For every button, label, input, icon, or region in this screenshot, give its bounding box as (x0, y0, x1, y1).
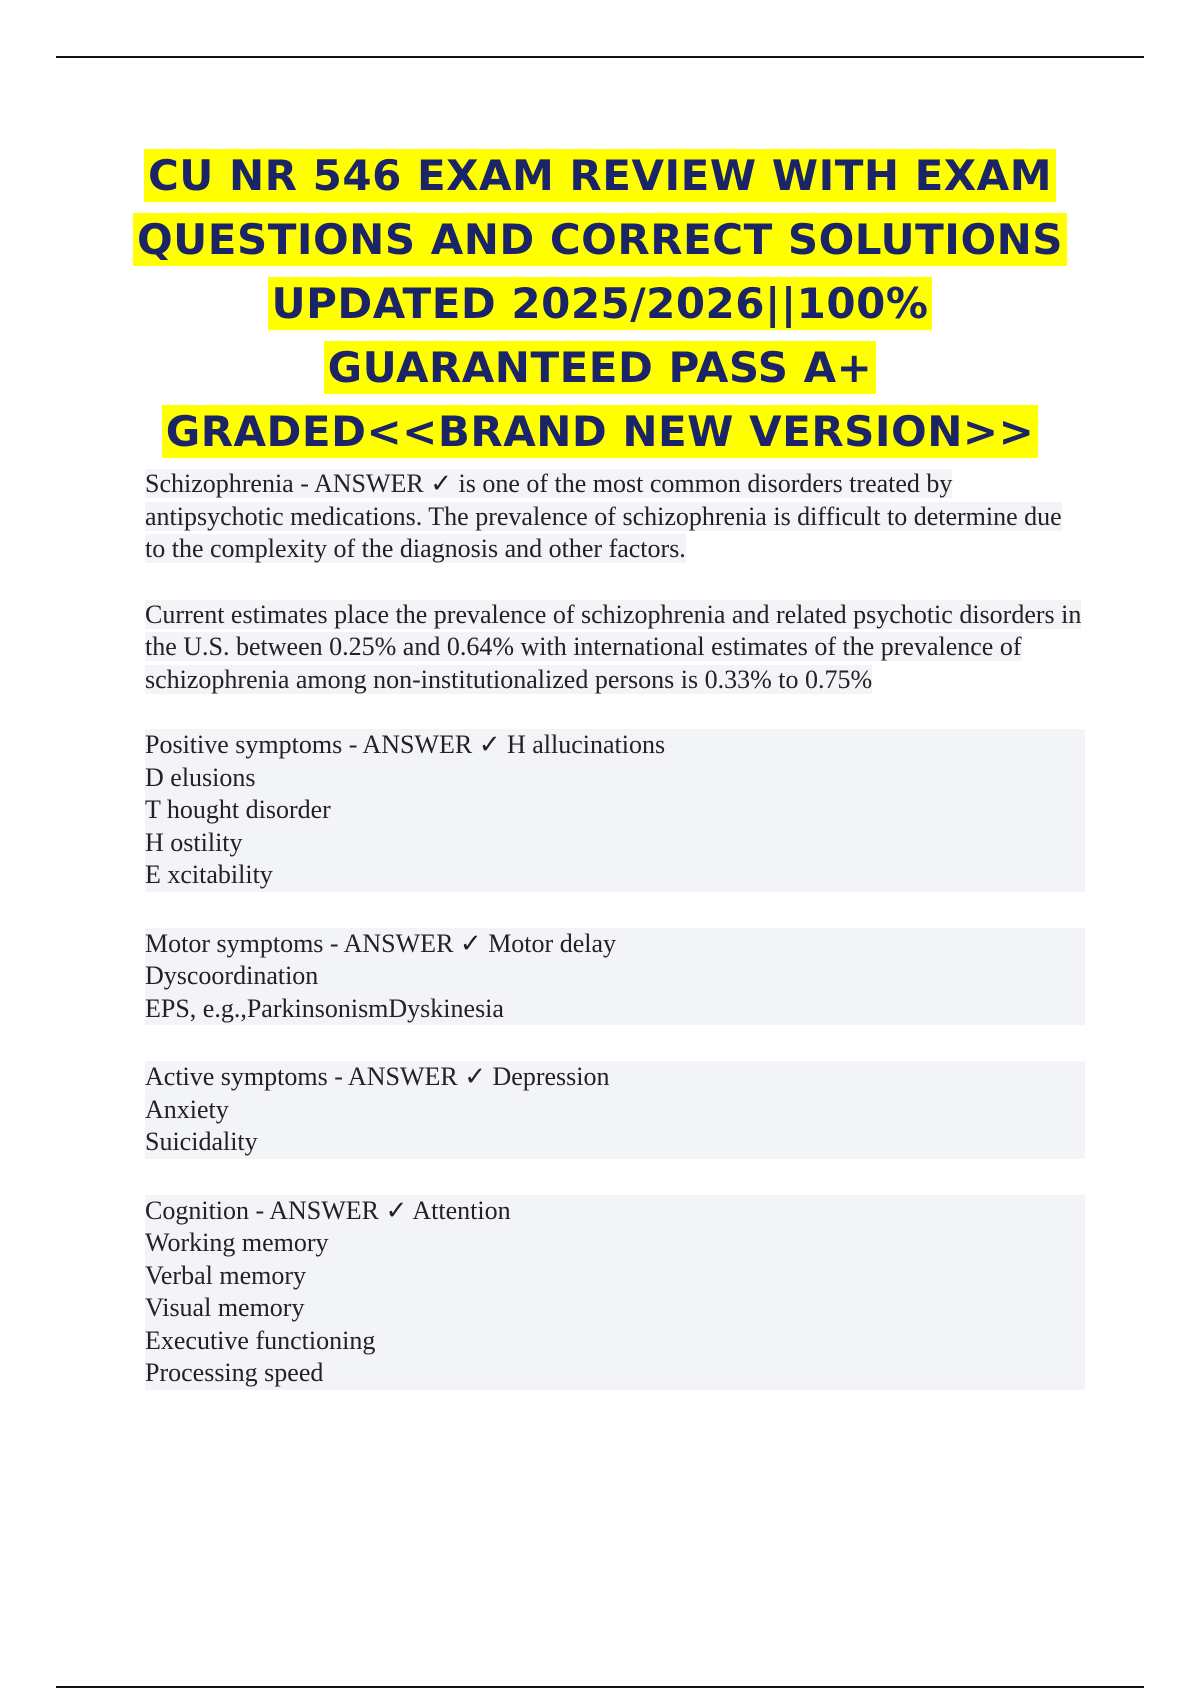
answer-item: Suicidality (145, 1126, 1085, 1159)
answer-item: D elusions (145, 762, 1085, 795)
qa-motor-symptoms (145, 928, 1085, 1026)
qa-question: Positive symptoms - ANSWER ✓ H allucinations (145, 729, 1085, 762)
intro-paragraph-1: Schizophrenia - ANSWER ✓ is one of the most common disorders treated by antipsychotic medications. The prevalence of schizophrenia is difficult to determine due to the complexity of the diagnosis and other factors. (145, 469, 1062, 563)
document-title (0, 144, 1200, 464)
qa-question: Active symptoms - ANSWER ✓ Depression (145, 1061, 1085, 1094)
answer-item: Verbal memory (145, 1260, 1085, 1293)
qa-active-symptoms (145, 1061, 1085, 1159)
answer-item: Visual memory (145, 1292, 1085, 1325)
title-line-2: QUESTIONS AND CORRECT SOLUTIONS (0, 208, 1200, 272)
footer-rule (56, 1686, 1144, 1688)
header-rule (56, 56, 1144, 58)
intro-paragraph-2: Current estimates place the prevalence of schizophrenia and related psychotic disorders in the U.S. between 0.25% and 0.64% with international estimates of the prevalence of schizophrenia among non-institutionalized persons is 0.33% to 0.75% (145, 599, 1082, 694)
title-line-1: CU NR 546 EXAM REVIEW WITH EXAM (0, 144, 1200, 208)
answer-item: H ostility (145, 827, 1085, 860)
answer-item: EPS, e.g.,ParkinsonismDyskinesia (145, 993, 1085, 1026)
answer-item: Anxiety (145, 1094, 1085, 1127)
answer-item: Working memory (145, 1227, 1085, 1260)
qa-positive-symptoms (145, 729, 1085, 892)
answer-item: T hought disorder (145, 794, 1085, 827)
document-body (145, 468, 1085, 1426)
title-line-4: GUARANTEED PASS A+ (0, 336, 1200, 400)
title-line-5: GRADED<<BRAND NEW VERSION>> (0, 400, 1200, 464)
answer-item: Processing speed (145, 1357, 1085, 1390)
answer-item: E xcitability (145, 859, 1085, 892)
answer-item: Dyscoordination (145, 960, 1085, 993)
qa-question: Cognition - ANSWER ✓ Attention (145, 1195, 1085, 1228)
answer-item: Executive functioning (145, 1325, 1085, 1358)
title-line-3: UPDATED 2025/2026||100% (0, 272, 1200, 336)
qa-question: Motor symptoms - ANSWER ✓ Motor delay (145, 928, 1085, 961)
qa-cognition (145, 1195, 1085, 1390)
